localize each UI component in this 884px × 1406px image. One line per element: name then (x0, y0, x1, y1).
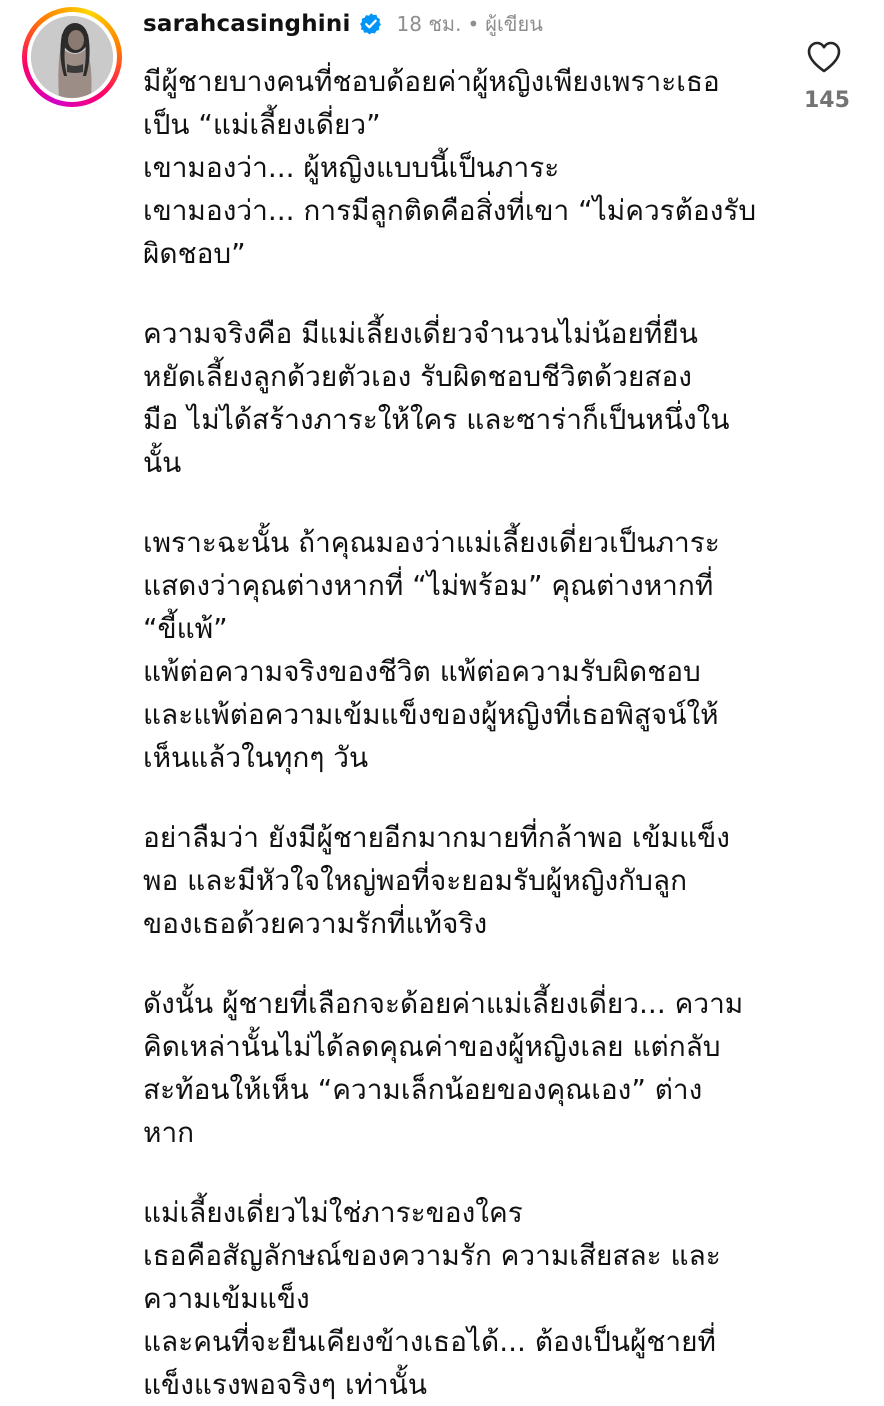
caption-line: ของเธอด้วยความรักที่แท้จริง (143, 907, 488, 940)
caption-line: ความจริงคือ มีแม่เลี้ยงเดี่ยวจำนวนไม่น้อยที่ยืน (143, 317, 698, 350)
caption-line: แข็งแรงพอจริงๆ เท่านั้น (143, 1368, 427, 1401)
post-header (143, 6, 543, 42)
caption-line: ความเข้มแข็ง (143, 1282, 310, 1315)
caption-line: พอ และมีหัวใจใหญ่พอที่จะยอมรับผู้หญิงกับลูก (143, 864, 688, 897)
author-label: ผู้เขียน (485, 12, 543, 36)
paragraph-gap (143, 275, 783, 312)
caption-line: และคนที่จะยืนเคียงข้างเธอได้... ต้องเป็นผู้ชายที่ (143, 1325, 716, 1358)
heart-outline-icon[interactable] (806, 40, 842, 74)
like-control (804, 40, 850, 113)
paragraph-gap (143, 484, 783, 521)
username[interactable]: sarahcasinghini (143, 11, 351, 37)
paragraph-gap (143, 1154, 783, 1191)
caption-line: เพราะฉะนั้น ถ้าคุณมองว่าแม่เลี้ยงเดี่ยวเป็นภาระ (143, 526, 720, 559)
paragraph-gap (143, 945, 783, 982)
caption-line: แสดงว่าคุณต่างหากที่ “ไม่พร้อม” คุณต่างหากที่ (143, 569, 714, 602)
caption-line: คิดเหล่านั้นไม่ได้ลดคุณค่าของผู้หญิงเลย แต่กลับ (143, 1030, 721, 1063)
caption-line: แพ้ต่อความจริงของชีวิต แพ้ต่อความรับผิดชอบ (143, 655, 701, 688)
avatar-photo (31, 16, 113, 98)
caption-line: สะท้อนให้เห็น “ความเล็กน้อยของคุณเอง” ต่าง (143, 1073, 703, 1106)
caption-line: และแพ้ต่อความเข้มแข็งของผู้หญิงที่เธอพิสูจน์ให้ (143, 698, 719, 731)
caption-line: เขามองว่า... การมีลูกติดคือสิ่งที่เขา “ไม่ควรต้องรับ (143, 194, 757, 227)
avatar[interactable] (22, 7, 122, 107)
post-caption (143, 60, 783, 1406)
meta-separator: • (467, 12, 480, 36)
caption-line: เขามองว่า... ผู้หญิงแบบนี้เป็นภาระ (143, 151, 560, 184)
caption-line: นั้น (143, 446, 182, 479)
caption-line: มีผู้ชายบางคนที่ชอบด้อยค่าผู้หญิงเพียงเพราะเธอ (143, 65, 720, 98)
post-time: 18 ชม. (396, 12, 462, 36)
caption-line: ผิดชอบ” (143, 237, 246, 270)
paragraph-gap (143, 779, 783, 816)
caption-line: แม่เลี้ยงเดี่ยวไม่ใช่ภาระของใคร (143, 1196, 523, 1229)
caption-line: “ขี้แพ้” (143, 612, 228, 645)
caption-line: หยัดเลี้ยงลูกด้วยตัวเอง รับผิดชอบชีวิตด้วยสอง (143, 360, 692, 393)
like-count: 145 (804, 88, 850, 113)
caption-line: มือ ไม่ได้สร้างภาระให้ใคร และซาร่าก็เป็นหนึ่งใน (143, 403, 730, 436)
caption-line: เป็น “แม่เลี้ยงเดี่ยว” (143, 108, 381, 141)
caption-line: อย่าลืมว่า ยังมีผู้ชายอีกมากมายที่กล้าพอ เข้มแข็ง (143, 821, 730, 854)
caption-line: ดังนั้น ผู้ชายที่เลือกจะด้อยค่าแม่เลี้ยงเดี่ยว... ความ (143, 987, 744, 1020)
caption-line: เธอคือสัญลักษณ์ของความรัก ความเสียสละ และ (143, 1239, 721, 1272)
verified-badge-icon (359, 12, 383, 36)
caption-line: เห็นแล้วในทุกๆ วัน (143, 741, 369, 774)
caption-line: หาก (143, 1116, 195, 1149)
